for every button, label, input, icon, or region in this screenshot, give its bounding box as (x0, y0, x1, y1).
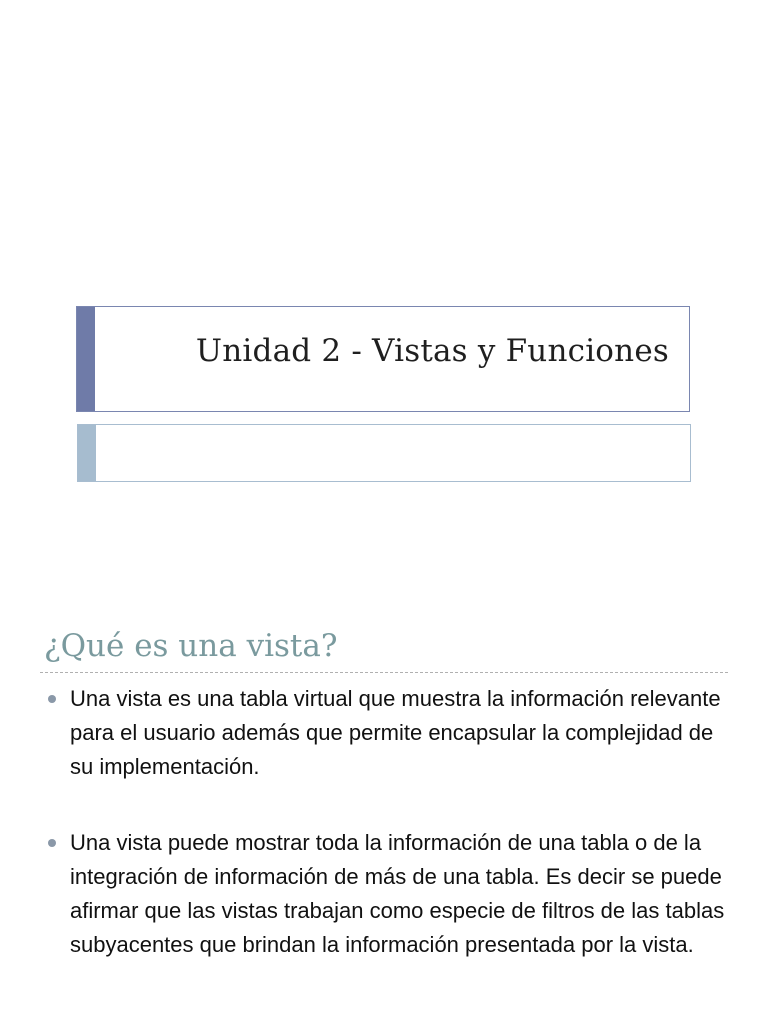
bullet-list (44, 682, 734, 1004)
bullet-text: Una vista es una tabla virtual que muestra la información relevante para el usuario además que permite encapsular la complejidad de su implementación. (70, 686, 721, 779)
bullet-dot-icon (48, 839, 56, 847)
list-item (44, 826, 734, 962)
section-heading: ¿Qué es una vista? (44, 628, 338, 664)
subtitle-card (77, 424, 691, 482)
list-item (44, 682, 734, 784)
bullet-text: Una vista puede mostrar toda la información de una tabla o de la integración de información de más de una tabla. Es decir se puede afirmar que las vistas trabajan como especie de filtros de las tablas subyacentes que brindan la información presentada por la vista. (70, 830, 725, 957)
bullet-dot-icon (48, 695, 56, 703)
title-card (76, 306, 690, 412)
subtitle-accent-bar (78, 425, 96, 481)
slide-title: Unidad 2 - Vistas y Funciones (195, 333, 669, 369)
heading-divider (40, 672, 728, 673)
title-accent-bar (77, 307, 95, 411)
